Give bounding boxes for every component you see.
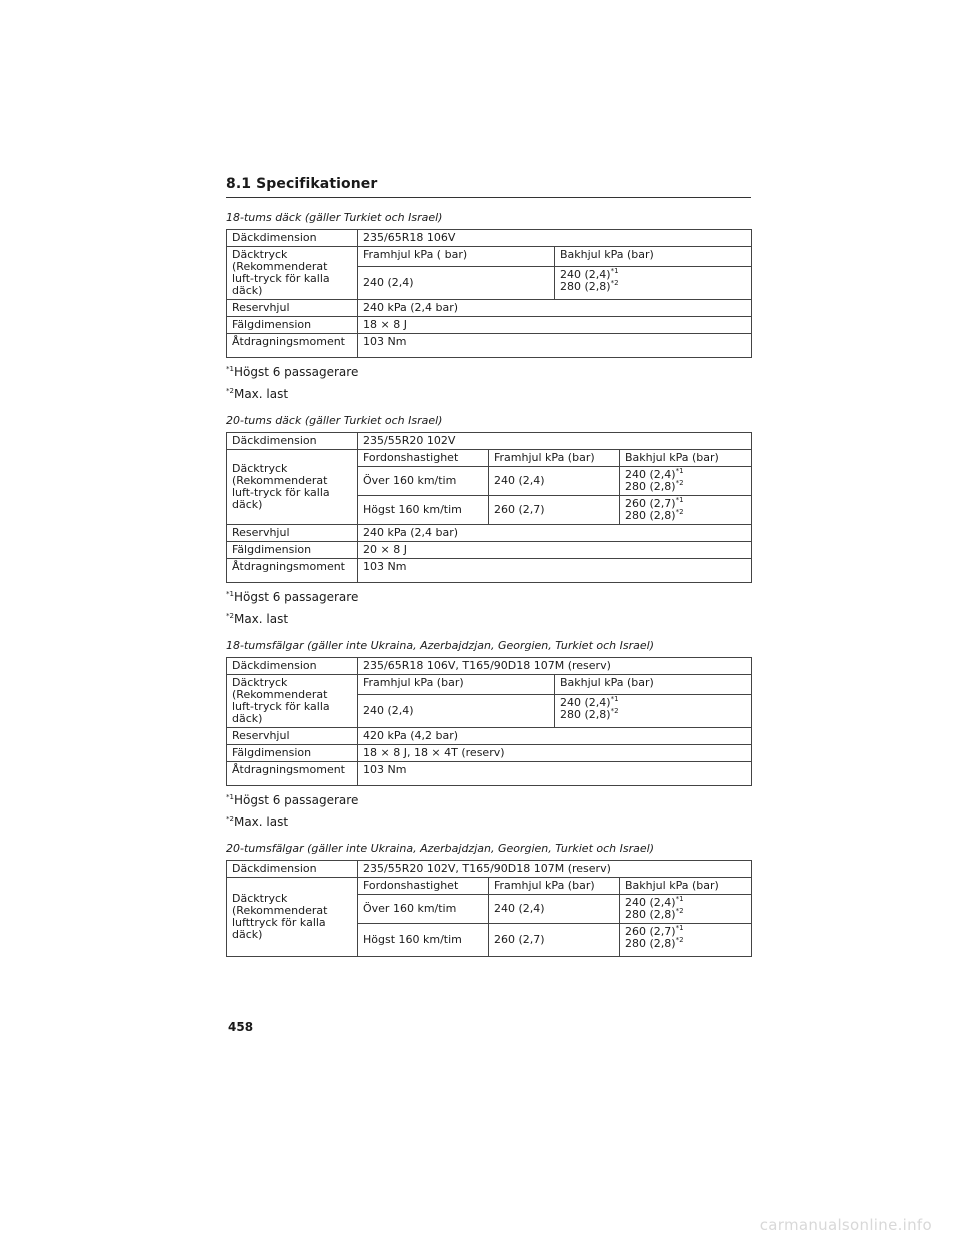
footnote: $^{*2}$Max. last — [226, 387, 289, 401]
row-label: Åtdragningsmoment — [227, 334, 358, 358]
cell-value: 420 kPa (4,2 bar) — [358, 728, 752, 745]
row-label: Åtdragningsmoment — [227, 762, 358, 786]
footnote: $^{*1}$Högst 6 passagerare — [226, 590, 359, 604]
column-header: Bakhjul kPa (bar) — [555, 247, 752, 267]
cell-value: 240 $(2,4)^{*1}$ 280 $(2,8)^{*2}$ — [620, 467, 752, 496]
cell-value: Högst 160 km/tim — [358, 924, 489, 957]
tire-spec-table-20 — [226, 432, 752, 583]
row-label: Reservhjul — [227, 300, 358, 317]
document-page — [226, 176, 751, 957]
column-header: Framhjul kPa (bar) — [489, 878, 620, 895]
column-header: Framhjul kPa ( bar) — [358, 247, 555, 267]
table-row — [227, 450, 752, 467]
footnote: $^{*1}$Högst 6 passagerare — [226, 365, 359, 379]
column-header: Framhjul kPa (bar) — [489, 450, 620, 467]
cell-value: 103 Nm — [358, 334, 752, 358]
cell-value: 235/65R18 106V — [358, 230, 752, 247]
watermark: carmanualsonline.info — [759, 1216, 932, 1234]
cell-value: 240 $(2,4)^{*1}$ 280 $(2,8)^{*2}$ — [620, 895, 752, 924]
table-row — [227, 542, 752, 559]
column-header: Bakhjul kPa (bar) — [620, 878, 752, 895]
section-title: 8.1 Specifikationer — [226, 176, 751, 198]
cell-value: Över 160 km/tim — [358, 467, 489, 496]
table-row — [227, 525, 752, 542]
cell-value: 240 (2,4) — [358, 266, 555, 299]
table-row — [227, 230, 752, 247]
row-label: Fälgdimension — [227, 542, 358, 559]
table-row — [227, 334, 752, 358]
row-label: Däcktryck (Rekommenderat luft-tryck för kalla däck) — [227, 450, 358, 525]
cell-value: 240 (2,4) — [489, 895, 620, 924]
table-row — [227, 300, 752, 317]
row-label: Däckdimension — [227, 433, 358, 450]
row-label: Däckdimension — [227, 861, 358, 878]
rim-spec-table-18 — [226, 657, 752, 786]
table-row — [227, 728, 752, 745]
table-row — [227, 878, 752, 895]
cell-value: 235/55R20 102V — [358, 433, 752, 450]
cell-value: 240 (2,4) — [358, 694, 555, 727]
row-label: Däcktryck (Rekommenderat luft-tryck för kalla däck) — [227, 247, 358, 300]
footnote: $^{*1}$Högst 6 passagerare — [226, 793, 359, 807]
row-label: Däckdimension — [227, 230, 358, 247]
table-row — [227, 247, 752, 267]
cell-value: Över 160 km/tim — [358, 895, 489, 924]
cell-value: 235/65R18 106V, T165/90D18 107M (reserv) — [358, 658, 752, 675]
column-header: Bakhjul kPa (bar) — [555, 675, 752, 695]
column-header: Fordonshastighet — [358, 450, 489, 467]
cell-value: 260 (2,7) — [489, 924, 620, 957]
table-row — [227, 658, 752, 675]
cell-value: 240 kPa (2,4 bar) — [358, 300, 752, 317]
table-caption: 20-tumsfälgar (gäller inte Ukraina, Azerbajdzjan, Georgien, Turkiet och Israel) — [226, 842, 654, 855]
row-label: Åtdragningsmoment — [227, 559, 358, 583]
cell-value: 235/55R20 102V, T165/90D18 107M (reserv) — [358, 861, 752, 878]
column-header: Fordonshastighet — [358, 878, 489, 895]
row-label: Däcktryck (Rekommenderat luft-tryck för kalla däck) — [227, 675, 358, 728]
table-row — [227, 745, 752, 762]
table-row — [227, 433, 752, 450]
cell-value: 260 $(2,7)^{*1}$ 280 $(2,8)^{*2}$ — [620, 496, 752, 525]
table-row — [227, 559, 752, 583]
table-row — [227, 861, 752, 878]
row-label: Reservhjul — [227, 728, 358, 745]
row-label: Däckdimension — [227, 658, 358, 675]
table-row — [227, 762, 752, 786]
row-label: Fälgdimension — [227, 745, 358, 762]
cell-value: 103 Nm — [358, 762, 752, 786]
table-row — [227, 317, 752, 334]
row-label: Däcktryck (Rekommenderat lufttryck för kalla däck) — [227, 878, 358, 957]
cell-value: Högst 160 km/tim — [358, 496, 489, 525]
cell-value: 18 × 8 J — [358, 317, 752, 334]
cell-value: 240 (2,4) — [489, 467, 620, 496]
cell-value: 240 kPa (2,4 bar) — [358, 525, 752, 542]
cell-value: 20 × 8 J — [358, 542, 752, 559]
page-number: 458 — [228, 1020, 254, 1034]
table-caption: 18-tumsfälgar (gäller inte Ukraina, Azerbajdzjan, Georgien, Turkiet och Israel) — [226, 639, 654, 652]
row-label: Reservhjul — [227, 525, 358, 542]
cell-value: 103 Nm — [358, 559, 752, 583]
tire-spec-table-18 — [226, 229, 752, 358]
table-row — [227, 675, 752, 695]
cell-value: 260 (2,7) — [489, 496, 620, 525]
cell-value: 240 $(2,4)^{*1}$ 280 $(2,8)^{*2}$ — [555, 694, 752, 727]
footnote: $^{*2}$Max. last — [226, 815, 289, 829]
cell-value: 240 $(2,4)^{*1}$ 280 $(2,8)^{*2}$ — [555, 266, 752, 299]
column-header: Bakhjul kPa (bar) — [620, 450, 752, 467]
table-caption: 18-tums däck (gäller Turkiet och Israel) — [226, 211, 443, 224]
table-caption: 20-tums däck (gäller Turkiet och Israel) — [226, 414, 443, 427]
cell-value: 18 × 8 J, 18 × 4T (reserv) — [358, 745, 752, 762]
row-label: Fälgdimension — [227, 317, 358, 334]
footnote: $^{*2}$Max. last — [226, 612, 289, 626]
column-header: Framhjul kPa (bar) — [358, 675, 555, 695]
cell-value: 260 $(2,7)^{*1}$ 280 $(2,8)^{*2}$ — [620, 924, 752, 957]
rim-spec-table-20 — [226, 860, 752, 957]
